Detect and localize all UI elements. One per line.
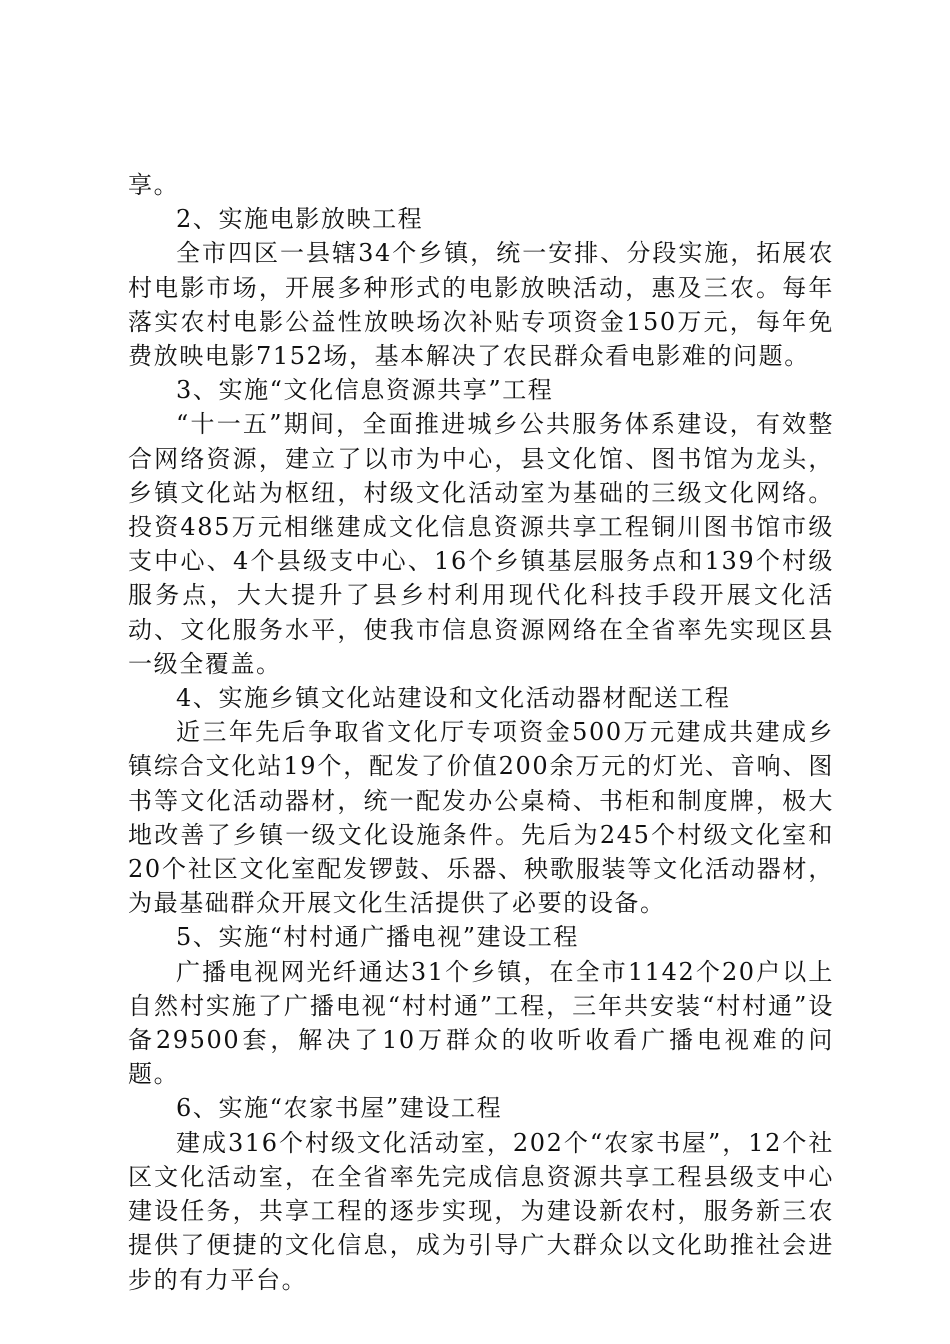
section-heading-farm-library: 6、实施“农家书屋”建设工程	[176, 1094, 503, 1123]
section-heading-township-station: 4、实施乡镇文化站建设和文化活动器材配送工程	[176, 684, 731, 713]
continuation-text: 享。	[128, 171, 180, 199]
section-body-info-sharing: “十一五”期间，全面推进城乡公共服务体系建设，有效整合网络资源，建立了以市为中心，县文化馆、图书馆为龙头，乡镇文化站为枢纽，村级文化活动室为基础的三级文化网络。投资485万元相继建成文化信息资源共享工程铜川图书馆市级支中心、4个县级支中心、16个乡镇基层服务点和139个村级服务点，大大提升了县乡村利用现代化科技手段开展文化活动、文化服务水平，使我市信息资源网络在全省率先实现区县一级全覆盖。	[128, 410, 834, 678]
section-heading-broadcast: 5、实施“村村通广播电视”建设工程	[176, 923, 580, 952]
section-body-farm-library: 建成316个村级文化活动室，202个“农家书屋”，12个社区文化活动室，在全省率先完成信息资源共享工程县级支中心建设任务，共享工程的逐步实现，为建设新农村，服务新三农提供了便捷的文化信息，成为引导广大群众以文化助推社会进步的有力平台。	[128, 1128, 834, 1294]
section-heading-film: 2、实施电影放映工程	[176, 205, 424, 234]
section-body-township-station: 近三年先后争取省文化厅专项资金500万元建成共建成乡镇综合文化站19个，配发了价值200余万元的灯光、音响、图书等文化活动器材，统一配发办公桌椅、书柜和制度牌，极大地改善了乡镇一级文化设施条件。先后为245个村级文化室和20个社区文化室配发锣鼓、乐器、秧歌服装等文化活动器材，为最基础群众开展文化生活提供了必要的设备。	[128, 718, 834, 918]
section-heading-info-sharing: 3、实施“文化信息资源共享”工程	[176, 376, 554, 405]
section-body-film: 全市四区一县辖34个乡镇，统一安排、分段实施，拓展农村电影市场，开展多种形式的电影放映活动，惠及三农。每年落实农村电影公益性放映场次补贴专项资金150万元，每年免费放映电影7152场，基本解决了农民群众看电影难的问题。	[128, 239, 834, 371]
document-body	[128, 168, 834, 1297]
section-body-broadcast: 广播电视网光纤通达31个乡镇，在全市1142个20户以上自然村实施了广播电视“村村通”工程，三年共安装“村村通”设备29500套，解决了10万群众的收听收看广播电视难的问题。	[128, 957, 834, 1089]
